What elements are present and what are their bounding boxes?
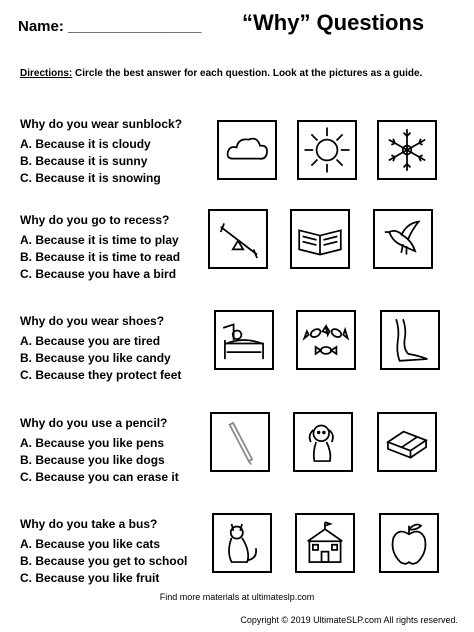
snowflake-icon <box>381 124 433 176</box>
option-a[interactable]: A. Because it is cloudy <box>20 137 151 151</box>
copyright: Copyright © 2019 UltimateSLP.com All rights reserved. <box>240 615 458 625</box>
question-stem: Why do you wear shoes? <box>20 314 165 328</box>
option-b[interactable]: B. Because you like dogs <box>20 453 165 467</box>
picture-box <box>290 209 350 269</box>
candy-icon <box>300 314 352 366</box>
option-a[interactable]: A. Because you are tired <box>20 334 161 348</box>
name-field <box>18 18 202 35</box>
picture-box <box>377 412 437 472</box>
picture-box <box>210 412 270 472</box>
option-c[interactable]: C. Because they protect feet <box>20 368 182 382</box>
cloud-icon <box>221 124 273 176</box>
sun-icon <box>301 124 353 176</box>
question-stem: Why do you go to recess? <box>20 213 170 227</box>
picture-box <box>293 412 353 472</box>
option-b[interactable]: B. Because it is time to read <box>20 250 181 264</box>
option-c[interactable]: C. Because you have a bird <box>20 267 177 281</box>
picture-box <box>295 513 355 573</box>
picture-box <box>208 209 268 269</box>
picture-box <box>297 120 357 180</box>
dog-icon <box>297 416 349 468</box>
eraser-icon <box>381 416 433 468</box>
directions <box>20 68 422 79</box>
picture-box <box>377 120 437 180</box>
cat-icon <box>216 517 268 569</box>
option-c[interactable]: C. Because you like fruit <box>20 571 160 585</box>
school-icon <box>299 517 351 569</box>
option-b[interactable]: B. Because it is sunny <box>20 154 148 168</box>
picture-box <box>373 209 433 269</box>
page-title: “Why” Questions <box>242 10 425 35</box>
question-4 <box>20 415 210 486</box>
picture-box <box>380 310 440 370</box>
name-label: Name: <box>18 18 64 35</box>
pen-icon <box>214 416 266 468</box>
question-2 <box>20 212 210 283</box>
name-blank: ________________ <box>68 18 202 35</box>
option-a[interactable]: A. Because it is time to play <box>20 233 179 247</box>
option-a[interactable]: A. Because you like cats <box>20 537 161 551</box>
picture-box <box>212 513 272 573</box>
option-c[interactable]: C. Because you can erase it <box>20 470 179 484</box>
book-icon <box>294 213 346 265</box>
question-1 <box>20 116 210 187</box>
apple-icon <box>383 517 435 569</box>
bed-icon <box>218 314 270 366</box>
option-a[interactable]: A. Because you like pens <box>20 436 165 450</box>
footer-find-more: Find more materials at ultimateslp.com <box>159 592 315 602</box>
picture-box <box>296 310 356 370</box>
picture-box <box>217 120 277 180</box>
seesaw-icon <box>212 213 264 265</box>
foot-icon <box>384 314 436 366</box>
option-c[interactable]: C. Because it is snowing <box>20 171 161 185</box>
option-b[interactable]: B. Because you like candy <box>20 351 171 365</box>
question-5 <box>20 516 210 587</box>
question-stem: Why do you wear sunblock? <box>20 117 183 131</box>
directions-label: Directions: <box>20 68 73 79</box>
picture-box <box>379 513 439 573</box>
question-stem: Why do you take a bus? <box>20 517 158 531</box>
bird-icon <box>377 213 429 265</box>
directions-text: Circle the best answer for each question. Look at the pictures as a guide. <box>72 68 423 79</box>
question-3 <box>20 313 210 384</box>
question-stem: Why do you use a pencil? <box>20 416 168 430</box>
picture-box <box>214 310 274 370</box>
option-b[interactable]: B. Because you get to school <box>20 554 188 568</box>
